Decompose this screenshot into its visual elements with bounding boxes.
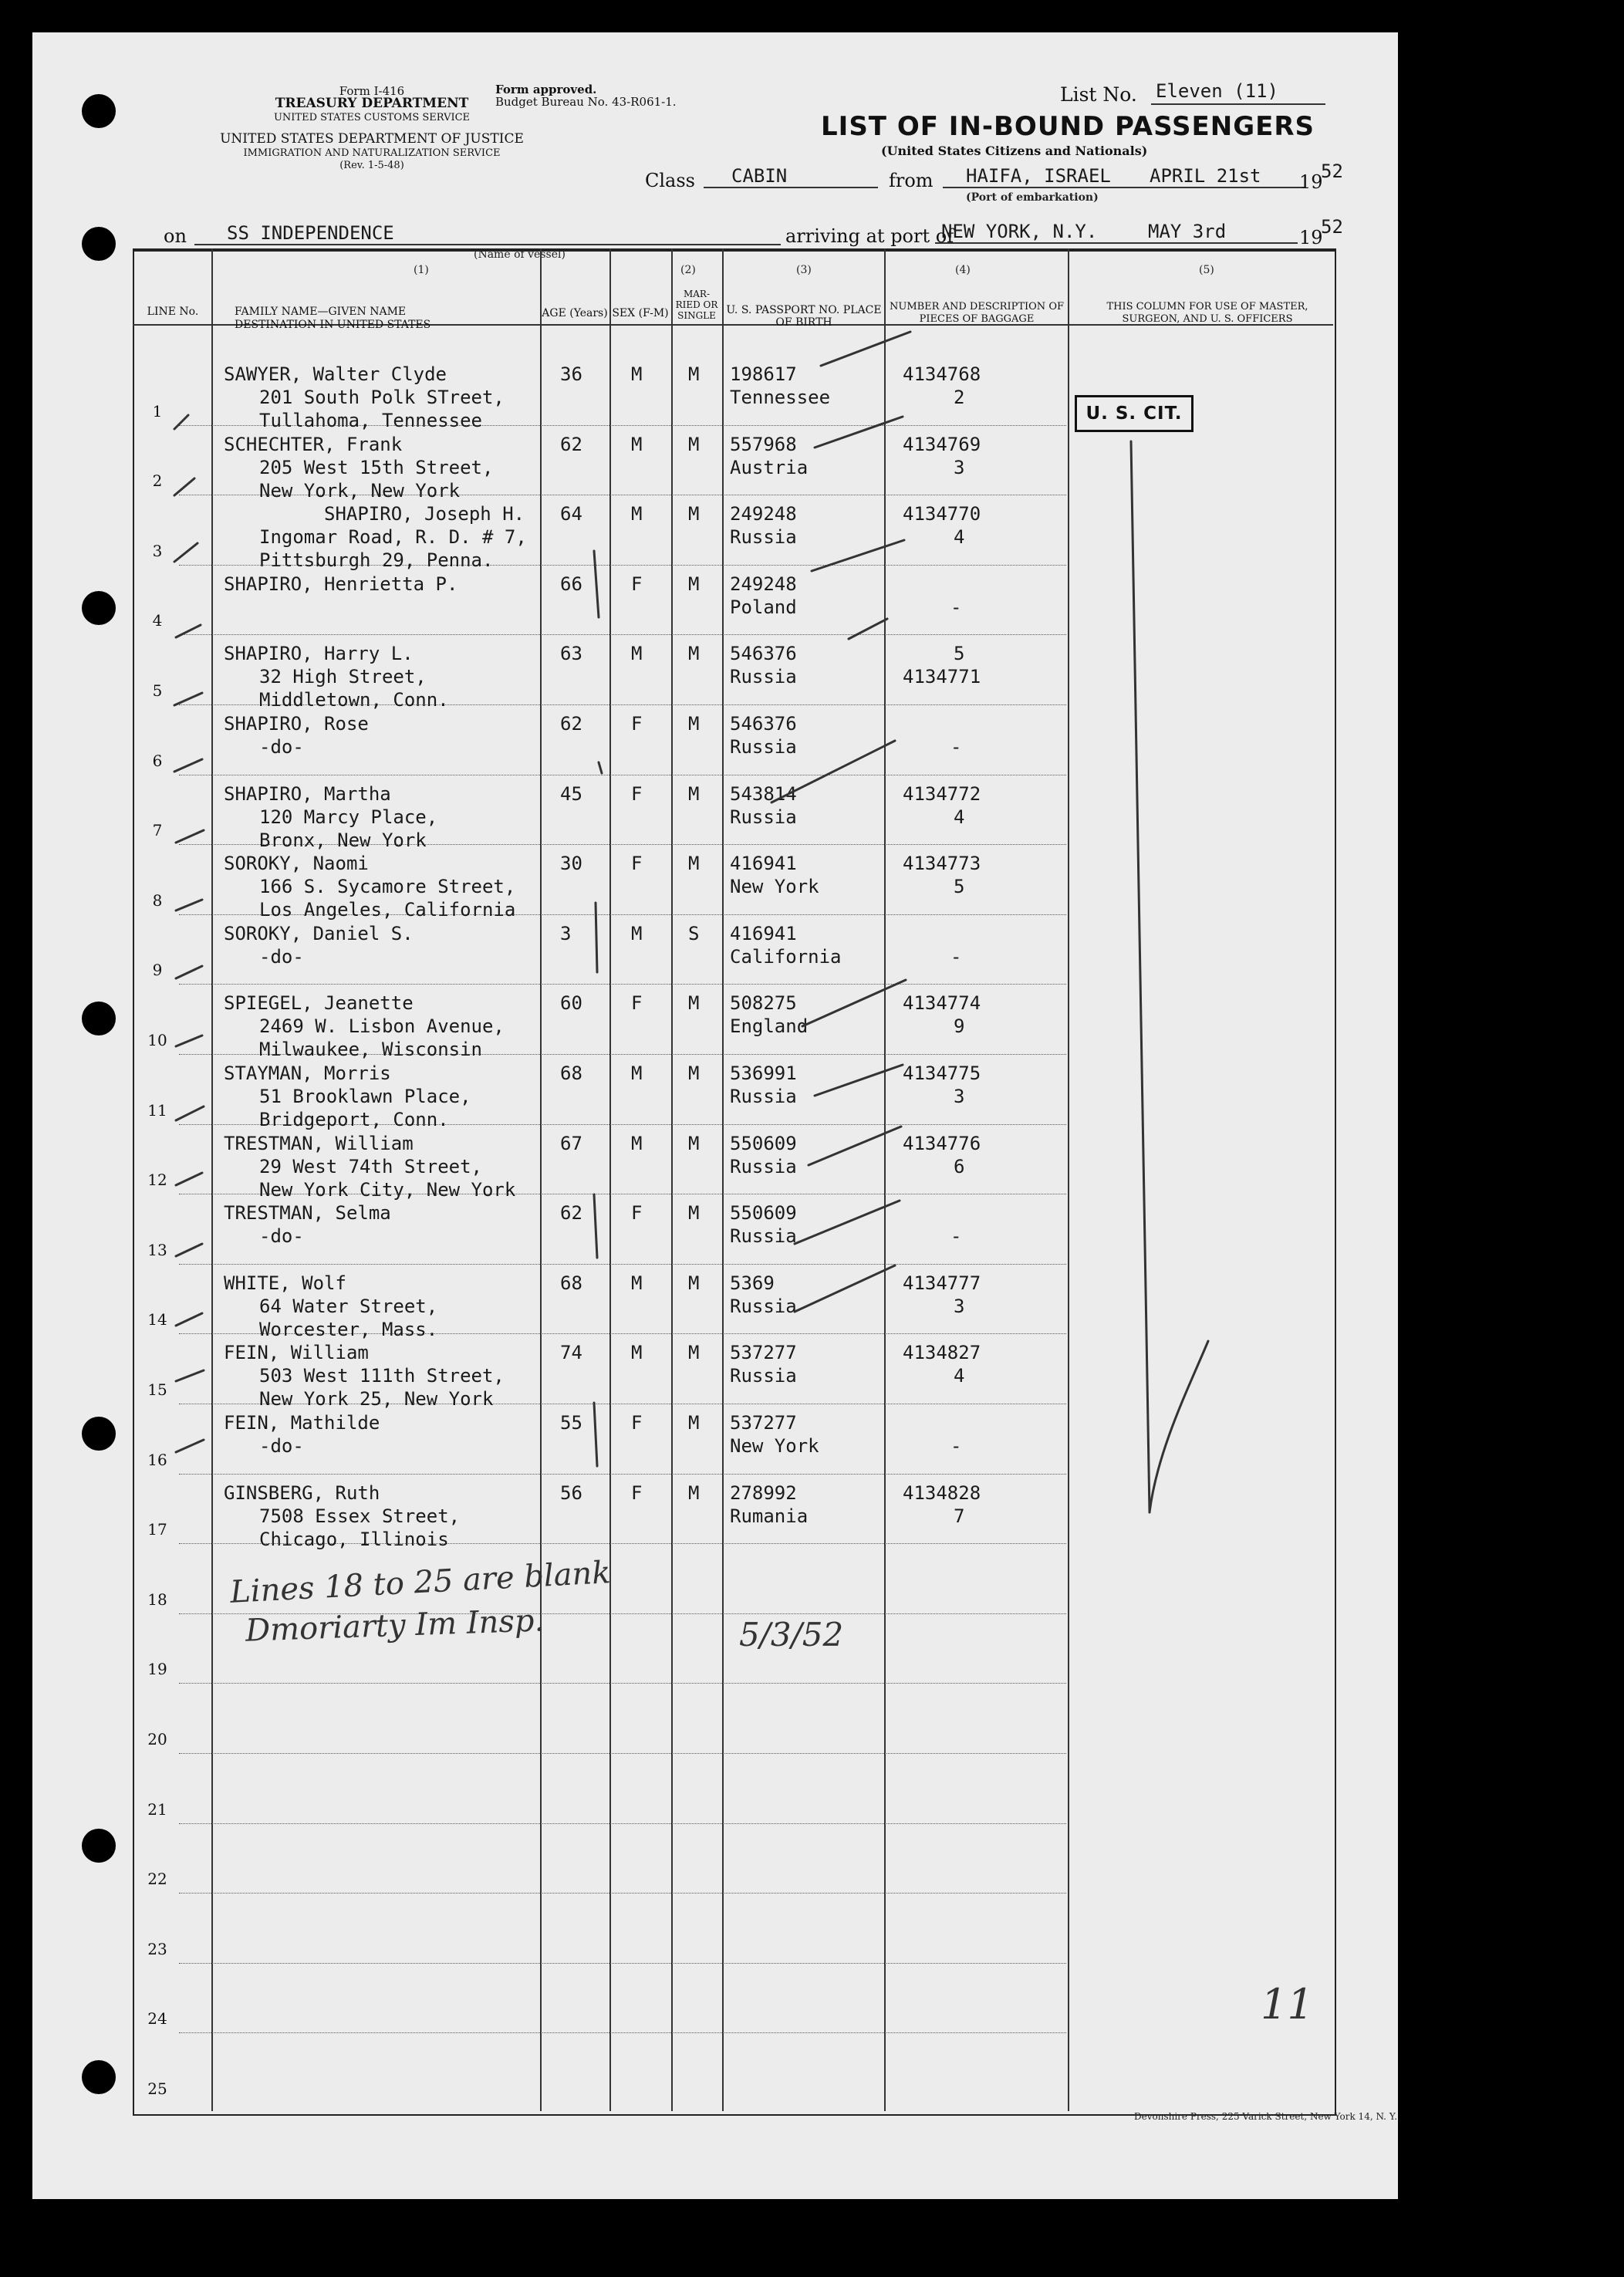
- from-value: HAIFA, ISRAEL: [966, 165, 1111, 187]
- form-revision: (Rev. 1-5-48): [339, 160, 404, 171]
- form-number: Form I-416: [339, 84, 405, 98]
- passenger-addr2: Tullahoma, Tennessee: [259, 410, 482, 431]
- passenger-name: SHAPIRO, Joseph H.: [324, 503, 525, 525]
- passenger-name: SHAPIRO, Rose: [224, 713, 369, 735]
- vessel-name: SS INDEPENDENCE: [227, 222, 394, 244]
- passenger-addr1: 2469 W. Lisbon Avenue,: [259, 1015, 505, 1038]
- passenger-addr2: Bridgeport, Conn.: [259, 1109, 449, 1130]
- col-header-age: AGE (Years): [542, 307, 608, 319]
- col-number-2: (2): [680, 264, 696, 276]
- passenger-birth: Russia: [730, 1155, 797, 1177]
- passenger-addr1: 166 S. Sycamore Street,: [259, 876, 516, 898]
- passenger-addr1: Ingomar Road, R. D. # 7,: [259, 526, 527, 549]
- arriving-label: arriving at port of: [785, 225, 954, 247]
- passenger-bag-ct: -: [950, 1435, 962, 1457]
- passenger-name: WHITE, Wolf: [224, 1272, 346, 1294]
- passenger-sex: M: [631, 503, 643, 525]
- col-number-3: (3): [796, 264, 812, 276]
- passenger-birth: New York: [730, 876, 819, 898]
- handwritten-date: 5/3/52: [739, 1616, 844, 1654]
- passenger-ms: M: [688, 1272, 700, 1294]
- handwritten-corner-mark: 11: [1261, 1980, 1314, 2029]
- passenger-age: 63: [560, 643, 582, 665]
- passenger-sex: M: [631, 1132, 643, 1154]
- passenger-ms: M: [688, 433, 700, 455]
- passenger-passport: 537277: [730, 1412, 797, 1434]
- passenger-name: STAYMAN, Morris: [224, 1062, 391, 1084]
- passenger-age: 3: [560, 922, 572, 944]
- passenger-ms: M: [688, 503, 700, 525]
- line-number: 10: [147, 1031, 167, 1049]
- passenger-ms: M: [688, 1132, 700, 1154]
- passenger-ms: M: [688, 1481, 700, 1504]
- handwritten-note: Lines 18 to 25 are blank: [229, 1555, 612, 1610]
- passenger-age: 62: [560, 713, 582, 735]
- passenger-bag-ct: 4134771: [903, 666, 981, 688]
- passenger-passport: 416941: [730, 853, 797, 875]
- page-subtitle: (United States Citizens and Nationals): [881, 144, 1148, 158]
- passenger-name: TRESTMAN, William: [224, 1132, 414, 1154]
- passenger-ms: M: [688, 782, 700, 805]
- passenger-name: SHAPIRO, Martha: [224, 782, 391, 805]
- line-number: 4: [152, 611, 163, 630]
- passenger-bag-ct: -: [950, 1225, 962, 1248]
- passenger-bag-no: 4134770: [903, 503, 981, 525]
- budget-bureau: Budget Bureau No. 43-R061-1.: [495, 95, 677, 109]
- passenger-passport: 508275: [730, 992, 797, 1015]
- passenger-bag-no: 4134774: [903, 992, 981, 1015]
- passenger-passport: 550609: [730, 1132, 797, 1154]
- passenger-addr2: Los Angeles, California: [259, 899, 516, 921]
- passenger-passport: 536991: [730, 1062, 797, 1084]
- passenger-birth: Russia: [730, 736, 797, 758]
- passenger-birth: England: [730, 1015, 809, 1038]
- on-label: on: [164, 225, 187, 247]
- passenger-name: SHAPIRO, Henrietta P.: [224, 573, 458, 595]
- line-number: 9: [152, 961, 163, 980]
- port-note: (Port of embarkation): [966, 191, 1099, 204]
- passenger-bag-no: 4134775: [903, 1062, 981, 1084]
- list-no-label: List No.: [1060, 83, 1137, 106]
- passenger-addr2: New York 25, New York: [259, 1388, 494, 1410]
- passenger-sex: F: [631, 782, 643, 805]
- passenger-birth: New York: [730, 1435, 819, 1457]
- passenger-bag-ct: 5: [954, 876, 965, 898]
- passenger-bag-no: 4134776: [903, 1132, 981, 1154]
- passenger-passport: 278992: [730, 1481, 797, 1504]
- passenger-addr1: 503 West 111th Street,: [259, 1365, 505, 1387]
- passenger-age: 62: [560, 1202, 582, 1225]
- passenger-bag-ct: 4: [954, 526, 965, 549]
- class-label: Class: [645, 170, 695, 191]
- passenger-addr2: Chicago, Illinois: [259, 1528, 449, 1550]
- passenger-bag-ct: 3: [954, 456, 965, 478]
- passenger-sex: F: [631, 1202, 643, 1225]
- passenger-bag-ct: 4: [954, 1365, 965, 1387]
- passenger-sex: F: [631, 573, 643, 595]
- col-header-married: MAR-RIED OR SINGLE: [675, 289, 718, 321]
- passenger-addr1: 32 High Street,: [259, 666, 427, 688]
- passenger-ms: M: [688, 713, 700, 735]
- col-header-passport: U. S. PASSPORT NO. PLACE OF BIRTH: [726, 304, 882, 329]
- col-header-sex: SEX (F-M): [612, 307, 669, 319]
- passenger-name: GINSBERG, Ruth: [224, 1481, 380, 1504]
- passenger-bag-ct: 4: [954, 806, 965, 828]
- passenger-sex: F: [631, 713, 643, 735]
- line-number: 23: [147, 1939, 167, 1958]
- passenger-bag-ct: 3: [954, 1295, 965, 1317]
- passenger-passport: 249248: [730, 573, 797, 595]
- line-number: 21: [147, 1799, 167, 1819]
- passenger-bag-ct: 6: [954, 1155, 965, 1177]
- passenger-addr2: Bronx, New York: [259, 829, 427, 851]
- passenger-age: 64: [560, 503, 582, 525]
- passenger-name: SCHECHTER, Frank: [224, 433, 403, 455]
- passenger-birth: Russia: [730, 666, 797, 688]
- passenger-sex: M: [631, 1342, 643, 1364]
- passenger-addr1: 29 West 74th Street,: [259, 1155, 482, 1177]
- line-number: 14: [147, 1310, 167, 1329]
- passenger-bag-no: 4134827: [903, 1342, 981, 1364]
- col-header-officers: THIS COLUMN FOR USE OF MASTER, SURGEON, AND U. S. OFFICERS: [1106, 301, 1308, 325]
- passenger-passport: 5369: [730, 1272, 775, 1294]
- vessel-note: (Name of vessel): [474, 248, 566, 261]
- passenger-name: SOROKY, Naomi: [224, 853, 369, 875]
- passenger-birth: Russia: [730, 1365, 797, 1387]
- passenger-name: SPIEGEL, Jeanette: [224, 992, 414, 1015]
- passenger-addr2: Worcester, Mass.: [259, 1318, 438, 1340]
- line-number: 22: [147, 1870, 167, 1889]
- passenger-bag-no: 4134828: [903, 1481, 981, 1504]
- passenger-age: 67: [560, 1132, 582, 1154]
- passenger-addr1: -do-: [259, 945, 304, 968]
- passenger-sex: M: [631, 363, 643, 385]
- form-approved: Form approved.: [495, 83, 597, 96]
- passenger-ms: M: [688, 1062, 700, 1084]
- from-label: from: [889, 170, 934, 191]
- passenger-name: SOROKY, Daniel S.: [224, 922, 414, 944]
- passenger-passport: 557968: [730, 433, 797, 455]
- passenger-sex: M: [631, 433, 643, 455]
- passenger-passport: 249248: [730, 503, 797, 525]
- passenger-ms: M: [688, 992, 700, 1015]
- passenger-bag-ct: -: [950, 736, 962, 758]
- list-no-value: Eleven (11): [1156, 80, 1278, 102]
- passenger-addr2: Pittsburgh 29, Penna.: [259, 549, 494, 572]
- customs-service: UNITED STATES CUSTOMS SERVICE: [273, 112, 471, 123]
- line-number: 1: [152, 401, 163, 421]
- line-number: 8: [152, 890, 163, 910]
- line-number: 16: [147, 1450, 167, 1469]
- passenger-birth: Tennessee: [730, 387, 831, 408]
- passenger-addr1: 64 Water Street,: [259, 1295, 438, 1317]
- passenger-addr1: 7508 Essex Street,: [259, 1505, 461, 1527]
- passenger-birth: Rumania: [730, 1505, 809, 1527]
- col-header-name: FAMILY NAME—GIVEN NAME: [235, 306, 407, 318]
- passenger-bag-no: 5: [954, 643, 965, 665]
- passenger-sex: M: [631, 1272, 643, 1294]
- passenger-name: SAWYER, Walter Clyde: [224, 363, 447, 385]
- passenger-addr2: Middletown, Conn.: [259, 689, 449, 711]
- line-number: 13: [147, 1240, 167, 1259]
- passenger-passport: 198617: [730, 363, 797, 385]
- passenger-birth: Russia: [730, 806, 797, 828]
- depart-year-prefix: 19: [1299, 171, 1323, 193]
- passenger-passport: 543814: [730, 782, 797, 805]
- passenger-ms: M: [688, 573, 700, 595]
- passenger-sex: F: [631, 1481, 643, 1504]
- passenger-addr2: Milwaukee, Wisconsin: [259, 1039, 482, 1061]
- passenger-age: 36: [560, 363, 582, 385]
- line-number: 5: [152, 681, 163, 700]
- passenger-addr1: 120 Marcy Place,: [259, 806, 438, 828]
- passenger-bag-ct: 7: [954, 1505, 965, 1527]
- passenger-age: 68: [560, 1062, 582, 1084]
- passenger-age: 45: [560, 782, 582, 805]
- line-number: 19: [147, 1660, 167, 1679]
- arrival-date: MAY 3rd: [1148, 221, 1227, 242]
- passenger-bag-no: 4134769: [903, 433, 981, 455]
- passenger-age: 56: [560, 1481, 582, 1504]
- class-value: CABIN: [731, 165, 788, 187]
- arrival-port: NEW YORK, N.Y.: [941, 221, 1098, 242]
- arrival-year-prefix: 19: [1299, 227, 1323, 248]
- col-header-baggage: NUMBER AND DESCRIPTION OF PIECES OF BAGGAGE: [889, 301, 1064, 325]
- line-number: 2: [152, 471, 163, 491]
- col-number-1: (1): [414, 264, 429, 276]
- passenger-birth: Russia: [730, 1086, 797, 1107]
- passenger-birth: Poland: [730, 596, 797, 618]
- passenger-birth: Austria: [730, 456, 809, 478]
- passenger-ms: M: [688, 853, 700, 875]
- passenger-bag-no: 4134772: [903, 782, 981, 805]
- passenger-age: 30: [560, 853, 582, 875]
- passenger-name: FEIN, William: [224, 1342, 369, 1364]
- line-number: 24: [147, 2009, 167, 2029]
- passenger-name: FEIN, Mathilde: [224, 1412, 380, 1434]
- passenger-age: 66: [560, 573, 582, 595]
- passenger-addr2: New York, New York: [259, 479, 461, 502]
- passenger-sex: F: [631, 853, 643, 875]
- passenger-bag-ct: 9: [954, 1015, 965, 1038]
- passenger-birth: Russia: [730, 1295, 797, 1317]
- passenger-sex: M: [631, 922, 643, 944]
- line-number: 18: [147, 1590, 167, 1609]
- passenger-sex: M: [631, 643, 643, 665]
- passenger-bag-no: 4134777: [903, 1272, 981, 1294]
- passenger-passport: 550609: [730, 1202, 797, 1225]
- passenger-addr1: -do-: [259, 1225, 304, 1248]
- passenger-addr1: -do-: [259, 736, 304, 758]
- passenger-passport: 546376: [730, 713, 797, 735]
- passenger-bag-no: 4134768: [903, 363, 981, 385]
- passenger-passport: 546376: [730, 643, 797, 665]
- passenger-age: 60: [560, 992, 582, 1015]
- line-number: 25: [147, 2079, 167, 2098]
- passenger-name: SHAPIRO, Harry L.: [224, 643, 414, 665]
- passenger-sex: F: [631, 992, 643, 1015]
- passenger-bag-ct: 2: [954, 387, 965, 408]
- col-header-destination: DESTINATION IN UNITED STATES: [235, 319, 431, 331]
- passenger-birth: Russia: [730, 526, 797, 549]
- passenger-age: 62: [560, 433, 582, 455]
- passenger-sex: M: [631, 1062, 643, 1084]
- passenger-passport: 537277: [730, 1342, 797, 1364]
- passenger-ms: M: [688, 1412, 700, 1434]
- passenger-ms: M: [688, 1202, 700, 1225]
- passenger-ms: M: [688, 363, 700, 385]
- passenger-ms: M: [688, 643, 700, 665]
- depart-year: 52: [1321, 160, 1343, 182]
- passenger-age: 74: [560, 1342, 582, 1364]
- justice-dept: UNITED STATES DEPARTMENT OF JUSTICE: [220, 131, 524, 147]
- passenger-addr1: 201 South Polk STreet,: [259, 387, 505, 408]
- handwritten-signature: Dmoriarty Im Insp.: [245, 1603, 545, 1649]
- line-number: 15: [147, 1380, 167, 1399]
- passenger-addr2: New York City, New York: [259, 1178, 516, 1201]
- depart-date: APRIL 21st: [1150, 165, 1261, 187]
- passenger-bag-no: 4134773: [903, 853, 981, 875]
- passenger-sex: F: [631, 1412, 643, 1434]
- passenger-addr1: -do-: [259, 1435, 304, 1457]
- line-number: 20: [147, 1730, 167, 1748]
- passenger-bag-ct: 3: [954, 1086, 965, 1107]
- passenger-passport: 416941: [730, 922, 797, 944]
- passenger-ms: S: [688, 922, 700, 944]
- passenger-addr1: 205 West 15th Street,: [259, 456, 494, 478]
- arrival-year: 52: [1321, 216, 1343, 238]
- line-number: 6: [152, 751, 163, 770]
- passenger-ms: M: [688, 1342, 700, 1364]
- passenger-birth: California: [730, 945, 842, 968]
- page-title: LIST OF IN-BOUND PASSENGERS: [821, 111, 1315, 142]
- printer-imprint: Devonshire Press, 225 Varick Street, New York 14, N. Y.: [1134, 2111, 1398, 2122]
- ins-service: IMMIGRATION AND NATURALIZATION SERVICE: [243, 147, 501, 159]
- line-number: 17: [147, 1520, 167, 1539]
- col-number-4: (4): [955, 264, 971, 276]
- us-citizen-stamp: U. S. CIT.: [1075, 395, 1194, 432]
- passenger-age: 55: [560, 1412, 582, 1434]
- passenger-bag-ct: -: [950, 596, 962, 618]
- passenger-age: 68: [560, 1272, 582, 1294]
- line-number: 7: [152, 821, 163, 840]
- treasury-dept: TREASURY DEPARTMENT: [275, 96, 469, 111]
- passenger-bag-ct: -: [950, 945, 962, 968]
- line-number: 12: [147, 1171, 167, 1190]
- passenger-birth: Russia: [730, 1225, 797, 1248]
- col-number-5: (5): [1199, 264, 1214, 276]
- line-number: 11: [147, 1100, 167, 1120]
- passenger-name: TRESTMAN, Selma: [224, 1202, 391, 1225]
- passenger-addr1: 51 Brooklawn Place,: [259, 1086, 471, 1107]
- col-header-line: LINE No.: [147, 306, 199, 318]
- line-number: 3: [152, 541, 163, 560]
